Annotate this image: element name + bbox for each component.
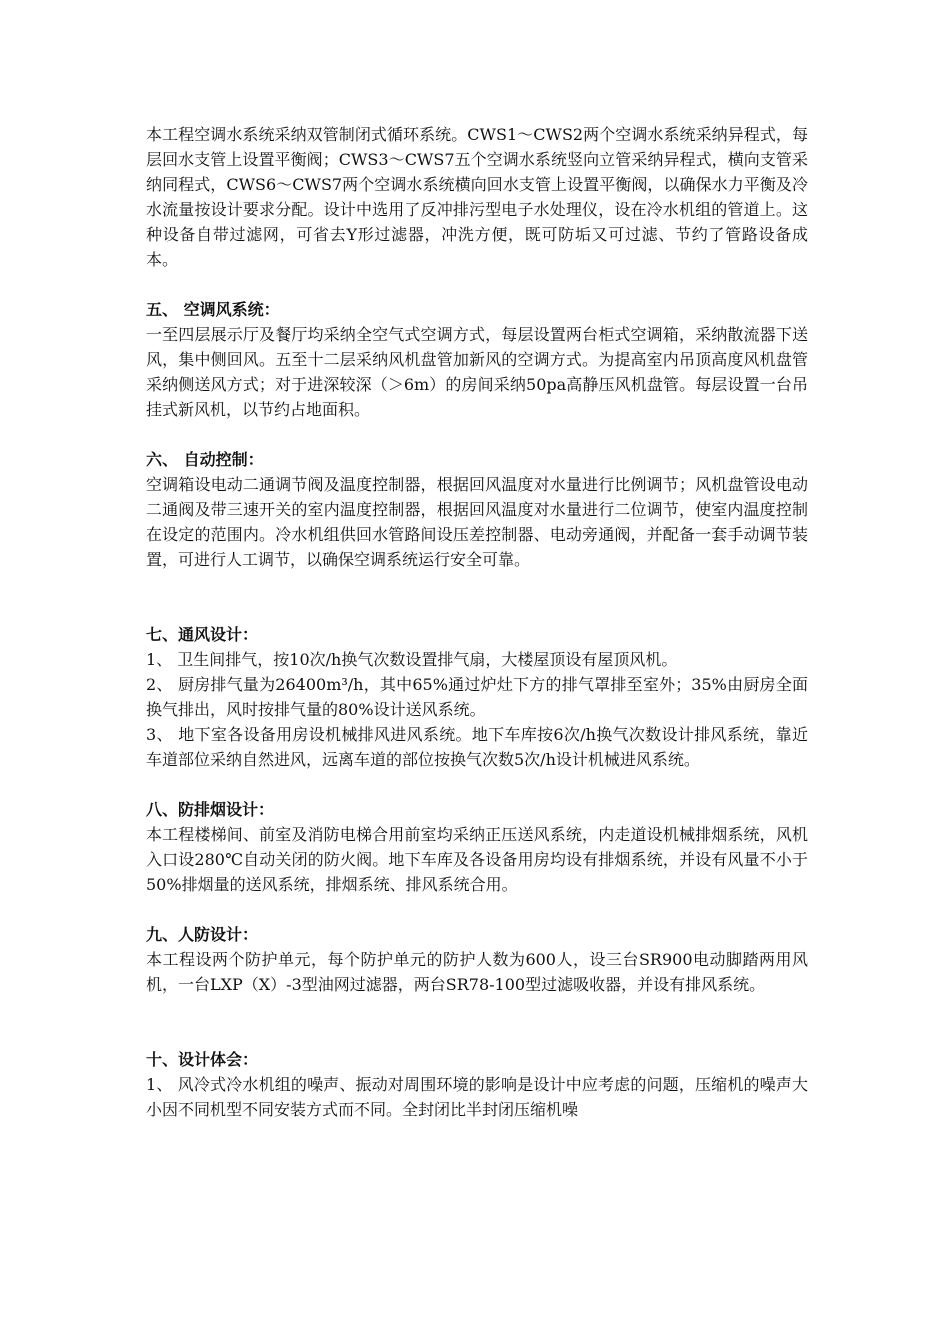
spacer — [146, 572, 808, 622]
section-7-heading: 七、通风设计： — [146, 625, 259, 644]
section-9-paragraph: 本工程设两个防护单元，每个防护单元的防护人数为600人，设三台SR900电动脚踏两用风机，一台LXP（X）-3型油网过滤器，两台SR78-100型过滤吸收器，并设有排风系统。 — [146, 950, 808, 994]
section-5-paragraph: 一至四层展示厅及餐厅均采纳全空气式空调方式，每层设置两台柜式空调箱，采纳散流器下送风，集中侧回风。五至十二层采纳风机盘管加新风的空调方式。为提高室内吊顶高度风机盘管采纳侧送风方式；对于进深较深（＞6m）的房间采纳50pa高静压风机盘管。每层设置一台吊挂式新风机，以节约占地面积。 — [146, 325, 808, 419]
section-9-heading: 九、人防设计： — [146, 925, 259, 944]
spacer — [146, 772, 808, 797]
spacer — [146, 272, 808, 297]
section-10-heading: 十、设计体会： — [146, 1050, 259, 1069]
section-7-item-3: 3、 地下室各设备用房设机械排风进风系统。地下车库按6次/h换气次数设计排风系统，靠近车道部位采纳自然进风，远离车道的部位按换气次数5次/h设计机械进风系统。 — [146, 725, 808, 769]
section-7-item-2: 2、 厨房排气量为26400m³/h，其中65%通过炉灶下方的排气罩排至室外；35%由厨房全面换气排出，风时按排气量的80%设计送风系统。 — [146, 675, 808, 719]
spacer — [146, 422, 808, 447]
section-5-heading: 五、 空调风系统： — [146, 300, 280, 319]
intro-paragraph: 本工程空调水系统采纳双管制闭式循环系统。CWS1～CWS2两个空调水系统采纳异程式，每层回水支管上设置平衡阀；CWS3～CWS7五个空调水系统竖向立管采纳异程式，横向支管采纳同程式，CWS6～CWS7两个空调水系统横向回水支管上设置平衡阀，以确保水力平衡及冷水流量按设计要求分配。设计中选用了反冲排污型电子水处理仪，设在冷水机组的管道上。这种设备自带过滤网，可省去Y形过滤器，冲洗方便，既可防垢又可过滤、节约了管路设备成本。 — [146, 125, 808, 269]
section-6-heading: 六、 自动控制： — [146, 450, 264, 469]
document-page — [146, 122, 808, 1122]
section-10-item-1: 1、 风冷式冷水机组的噪声、振动对周围环境的影响是设计中应考虑的问题，压缩机的噪声大小因不同机型不同安装方式而不同。全封闭比半封闭压缩机噪 — [146, 1075, 808, 1119]
section-8-paragraph: 本工程楼梯间、前室及消防电梯合用前室均采纳正压送风系统，内走道设机械排烟系统，风机入口设280℃自动关闭的防火阀。地下车库及各设备用房均设有排烟系统，并设有风量不小于50%排烟量的送风系统，排烟系统、排风系统合用。 — [146, 825, 808, 894]
section-6-paragraph: 空调箱设电动二通调节阀及温度控制器，根据回风温度对水量进行比例调节；风机盘管设电动二通阀及带三速开关的室内温度控制器，根据回风温度对水量进行二位调节，使室内温度控制在设定的范围内。冷水机组供回水管路间设压差控制器、电动旁通阀，并配备一套手动调节装置，可进行人工调节，以确保空调系统运行安全可靠。 — [146, 475, 808, 569]
spacer — [146, 897, 808, 922]
section-7-item-1: 1、 卫生间排气，按10次/h换气次数设置排气扇，大楼屋顶设有屋顶风机。 — [146, 650, 678, 669]
spacer — [146, 997, 808, 1047]
section-8-heading: 八、防排烟设计： — [146, 800, 275, 819]
